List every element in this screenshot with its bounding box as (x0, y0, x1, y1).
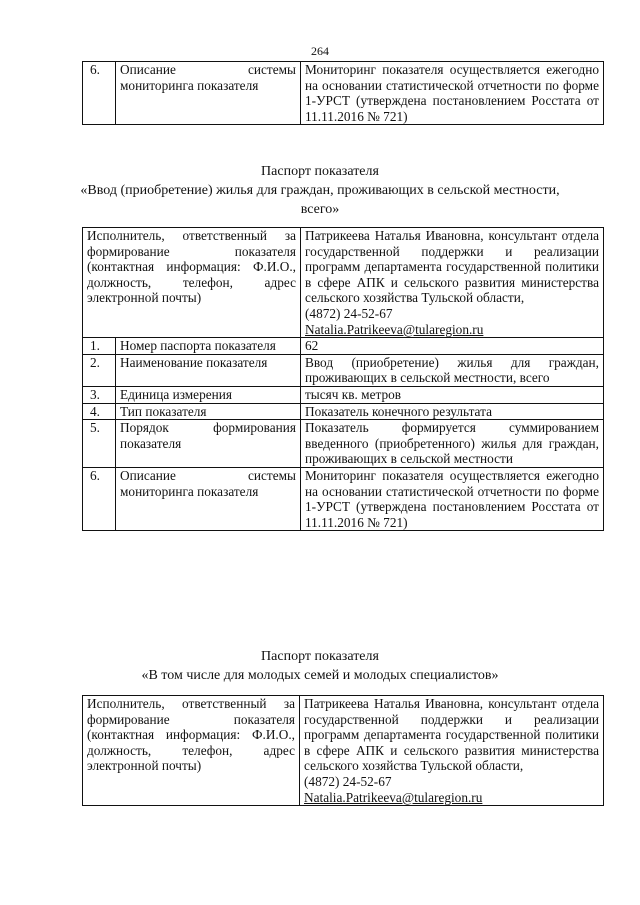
row-number: 5. (83, 420, 116, 468)
passport1-title: Паспорт показателя (261, 164, 379, 179)
passport1-heading (0, 162, 640, 219)
executor-info (300, 696, 604, 806)
row-number: 1. (83, 338, 116, 355)
previous-passport-fragment-table (82, 61, 604, 125)
executor-label: Исполнитель, ответственный за формирование показателя (контактная информация: Ф.И.О., должность, телефон, адрес электронной почты) (83, 228, 301, 338)
table-row (83, 338, 604, 355)
table-row (83, 467, 604, 530)
executor-label: Исполнитель, ответственный за формирование показателя (контактная информация: Ф.И.О., должность, телефон, адрес электронной почты) (83, 696, 300, 806)
row-value: тысяч кв. метров (301, 386, 604, 403)
row-label: Единица измерения (116, 386, 301, 403)
executor-text: Патрикеева Наталья Ивановна, консультант отдела государственной поддержки и реализации программ департамента государственной политики в сфере АПК и сельского развития министерства сельского хозяйства Тульской области, (305, 228, 599, 306)
row-label: Наименование показателя (116, 354, 301, 386)
row-label: Описание системы мониторинга показателя (116, 467, 301, 530)
row-number: 6. (83, 467, 116, 530)
table-row (83, 420, 604, 468)
row-value: Мониторинг показателя осуществляется ежегодно на основании статистической отчетности по форме 1-УРСТ (утверждена постановлением Росстата от 11.11.2016 № 721) (301, 467, 604, 530)
row-value: Ввод (приобретение) жилья для граждан, проживающих в сельской местности, всего (301, 354, 604, 386)
executor-phone: (4872) 24-52-67 (304, 773, 392, 789)
passport2-heading (0, 647, 640, 685)
table-row (83, 403, 604, 420)
table-row-executor (83, 228, 604, 338)
executor-phone: (4872) 24-52-67 (305, 305, 393, 321)
passport1-subtitle: «Ввод (приобретение) жилья для граждан, проживающих в сельской местности, всего» (80, 183, 560, 217)
passport1-table (82, 227, 604, 531)
row-number: 3. (83, 386, 116, 403)
row-value: 62 (301, 338, 604, 355)
row-label: Номер паспорта показателя (116, 338, 301, 355)
row-number: 2. (83, 354, 116, 386)
row-label: Тип показателя (116, 403, 301, 420)
page-number: 264 (311, 44, 329, 58)
table-row (83, 354, 604, 386)
passport2-subtitle: «В том числе для молодых семей и молодых специалистов» (141, 668, 499, 683)
executor-email-link[interactable]: Natalia.Patrikeeva@tularegion.ru (304, 789, 483, 805)
table-row (83, 62, 604, 125)
row-number: 6. (83, 62, 116, 125)
passport2-title: Паспорт показателя (261, 649, 379, 664)
row-label: Порядок формирования показателя (116, 420, 301, 468)
table-row-executor (83, 696, 604, 806)
row-label: Описание системы мониторинга показателя (116, 62, 301, 125)
row-value: Показатель формируется суммированием введенного (приобретенного) жилья для граждан, проживающих в сельской местности (301, 420, 604, 468)
row-number: 4. (83, 403, 116, 420)
row-value: Мониторинг показателя осуществляется ежегодно на основании статистической отчетности по форме 1-УРСТ (утверждена постановлением Росстата от 11.11.2016 № 721) (301, 62, 604, 125)
executor-text: Патрикеева Наталья Ивановна, консультант отдела государственной поддержки и реализации программ департамента государственной политики в сфере АПК и сельского развития министерства сельского хозяйства Тульской области, (304, 696, 599, 774)
passport2-table (82, 695, 604, 806)
executor-email-link[interactable]: Natalia.Patrikeeva@tularegion.ru (305, 321, 484, 337)
table-row (83, 386, 604, 403)
row-value: Показатель конечного результата (301, 403, 604, 420)
executor-info (301, 228, 604, 338)
